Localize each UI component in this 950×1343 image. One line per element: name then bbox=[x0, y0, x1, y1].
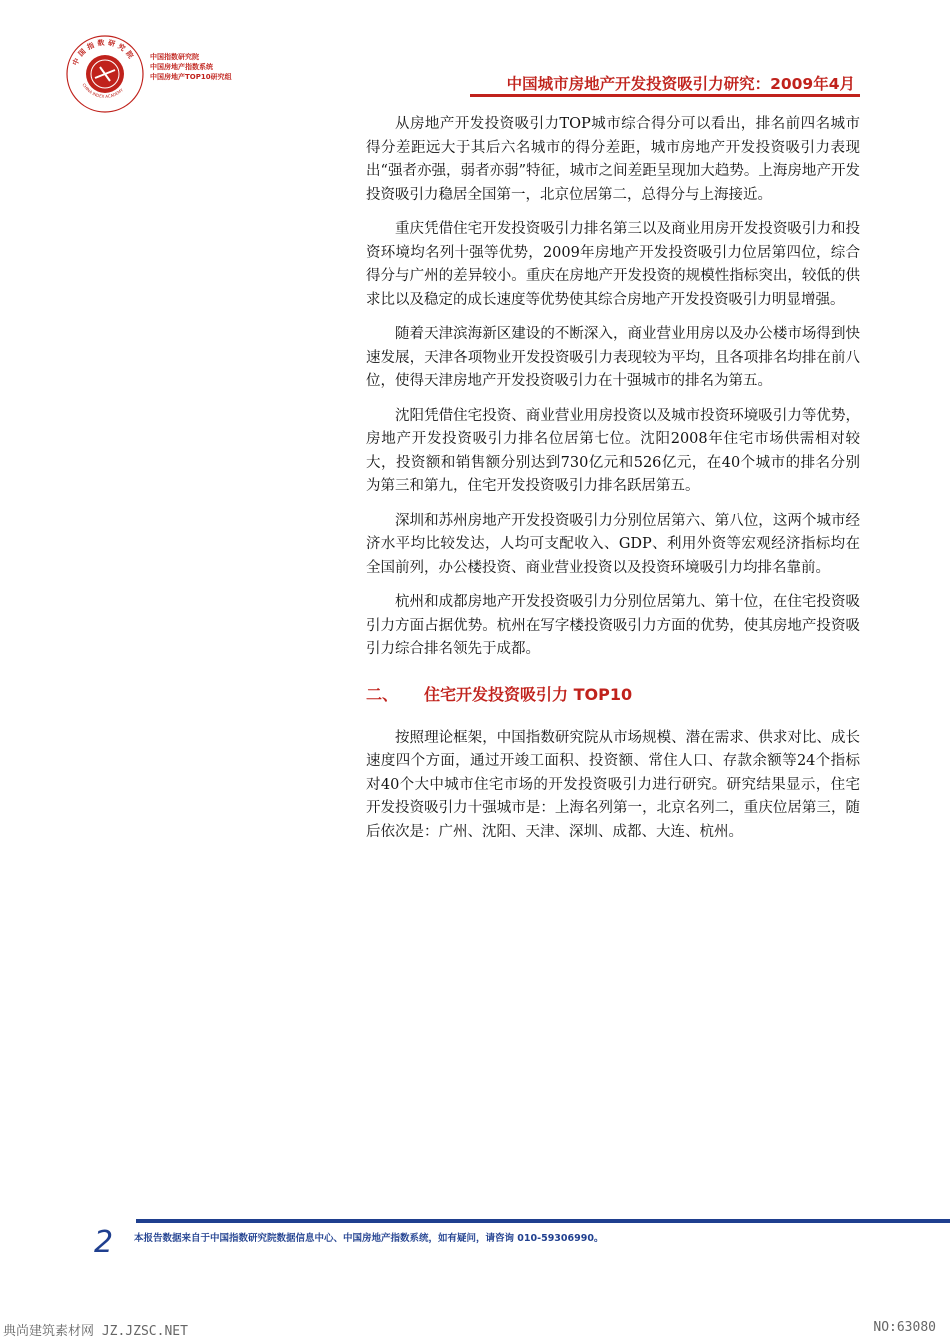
paragraph: 随着天津滨海新区建设的不断深入，商业营业用房以及办公楼市场得到快速发展，天津各项物业开发投资吸引力表现较为平均，且各项排名均排在前八位，使得天津房地产开发投资吸引力在十强城市的排名为第五。 bbox=[366, 326, 860, 389]
china-index-academy-logo bbox=[64, 33, 146, 115]
org-line-top10-group: 中国房地产TOP10研究组 bbox=[150, 73, 232, 81]
section-number: 二、 bbox=[366, 684, 399, 704]
report-title: 中国城市房地产开发投资吸引力研究：2009年4月 bbox=[506, 75, 855, 93]
paragraph: 沈阳凭借住宅投资、商业营业用房投资以及城市投资环境吸引力等优势，房地产开发投资吸引力排名位居第七位。沈阳2008年住宅市场供需相对较大，投资额和销售额分别达到730亿元和526亿元，在40个城市的排名分别为第三和第九，住宅开发投资吸引力排名跃居第五。 bbox=[366, 407, 860, 494]
header-rule bbox=[470, 94, 860, 97]
paragraph: 重庆凭借住宅开发投资吸引力排名第三以及商业用房开发投资吸引力和投资环境均名列十强等优势，2009年房地产开发投资吸引力位居第四位，综合得分与广州的差异较小。重庆在房地产开发投资的规模性指标突出，较低的供求比以及稳定的成长速度等优势使其综合房地产开发投资吸引力明显增强。 bbox=[366, 221, 860, 308]
watermark-number: NO:63080 bbox=[873, 1320, 936, 1335]
logo-arc-text: 中国指数研究院 bbox=[71, 38, 137, 67]
body-text bbox=[366, 113, 860, 855]
watermark-site: 典尚建筑素材网 JZ.JZSC.NET bbox=[3, 1324, 188, 1339]
paragraph: 从房地产开发投资吸引力TOP城市综合得分可以看出，排名前四名城市得分差距远大于其后六名城市的得分差距，城市房地产开发投资吸引力表现出“强者亦强，弱者亦弱”特征，城市之间差距呈现加大趋势。上海房地产开发投资吸引力稳居全国第一，北京位居第二，总得分与上海接近。 bbox=[366, 116, 860, 203]
section-paragraph: 按照理论框架，中国指数研究院从市场规模、潜在需求、供求对比、成长速度四个方面，通过开竣工面积、投资额、常住人口、存款余额等24个指标对40个大中城市住宅市场的开发投资吸引力进行研究。研究结果显示，住宅开发投资吸引力十强城市是：上海名列第一，北京名列二，重庆位居第三，随后依次是：广州、沈阳、天津、深圳、成都、大连、杭州。 bbox=[366, 729, 860, 840]
footer-note: 本报告数据来自于中国指数研究院数据信息中心、中国房地产指数系统，如有疑问，请咨询 010-59306990。 bbox=[134, 1233, 604, 1244]
org-line-index-system: 中国房地产指数系统 bbox=[150, 63, 213, 71]
paragraph: 杭州和成都房地产开发投资吸引力分别位居第九、第十位，在住宅投资吸引力方面占据优势。杭州在写字楼投资吸引力方面的优势，使其房地产投资吸引力综合排名领先于成都。 bbox=[366, 594, 860, 657]
logo-sub-text: CHINA INDEX ACADEMY bbox=[81, 82, 124, 99]
section-heading bbox=[366, 682, 860, 705]
page-number: 2 bbox=[94, 1225, 114, 1260]
section-title: 住宅开发投资吸引力 TOP10 bbox=[424, 684, 633, 704]
paragraph: 深圳和苏州房地产开发投资吸引力分别位居第六、第八位，这两个城市经济水平均比较发达，人均可支配收入、GDP、利用外资等宏观经济指标均在全国前列，办公楼投资、商业营业投资以及投资环境吸引力均排名靠前。 bbox=[366, 512, 860, 576]
footer-bar bbox=[136, 1219, 950, 1223]
organization-lines bbox=[150, 52, 232, 82]
org-line-institute: 中国指数研究院 bbox=[150, 53, 199, 61]
